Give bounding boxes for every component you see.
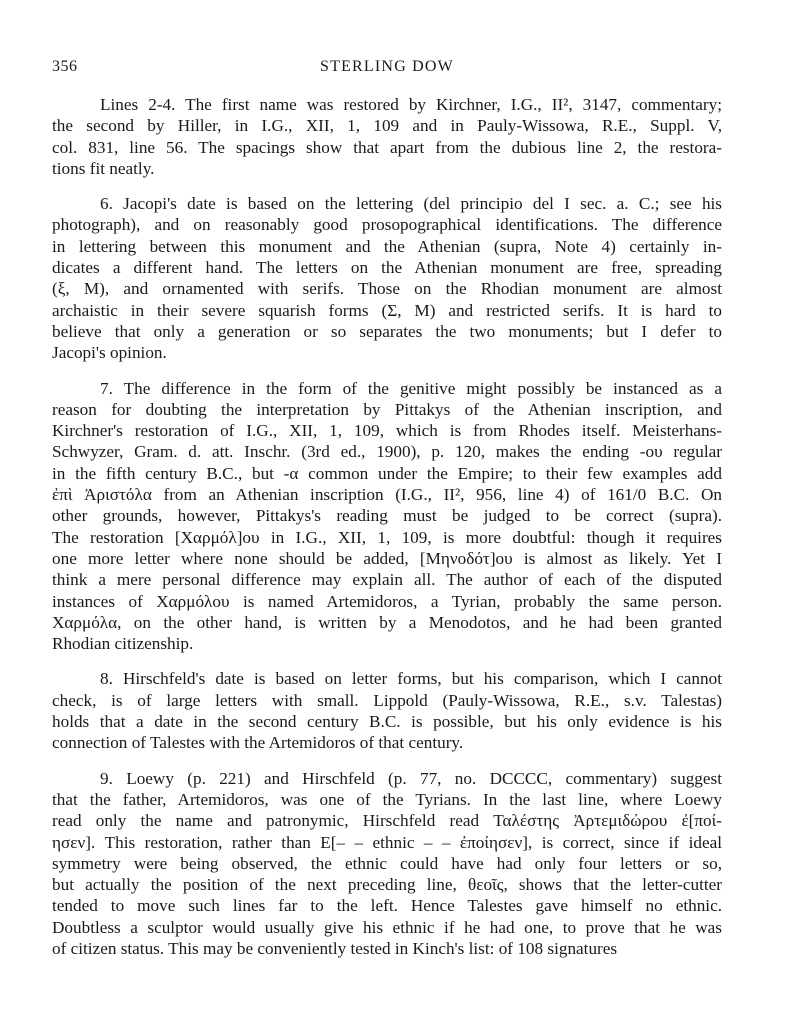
body-text <box>52 94 722 959</box>
page <box>52 58 722 973</box>
text-line: other grounds, however, Pittakys's reading must be judged to be correct (supra). <box>52 506 722 526</box>
text-line: The restoration [Χαρμόλ]ου in I.G., XII, 1, 109, is more doubtful: though it requires <box>52 527 722 547</box>
text-line: that the father, Artemidoros, was one of the Tyrians. In the last line, where Loewy <box>52 789 722 809</box>
text-line: 6. Jacopi's date is based on the lettering (del principio del I sec. a. C.; see his <box>100 194 722 214</box>
text-line: check, is of large letters with small. Lippold (Pauly-Wissowa, R.E., s.v. Talestas) <box>52 690 722 710</box>
paragraph <box>52 193 722 363</box>
text-line: dicates a different hand. The letters on the Athenian monument are free, spreading <box>52 258 722 278</box>
text-line: believe that only a generation or so separates the two monuments; but I defer to <box>52 321 722 341</box>
text-line: Rhodian citizenship. <box>52 634 194 654</box>
text-line: (ξ, Μ), and ornamented with serifs. Those on the Rhodian monument are almost <box>52 279 722 299</box>
text-line: Lines 2-4. The first name was restored by Kirchner, I.G., II², 3147, commentary; <box>100 95 722 114</box>
text-line: reason for doubting the interpretation by Pittakys of the Athenian inscription, and <box>52 399 722 419</box>
text-line: in lettering between this monument and the Athenian (supra, Note 4) certainly in- <box>52 236 722 256</box>
text-line: but actually the position of the next preceding line, θεοῖς, shows that the letter-cutter <box>52 875 722 895</box>
paragraph <box>52 668 722 753</box>
text-line: Schwyzer, Gram. d. att. Inschr. (3rd ed., 1900), p. 120, makes the ending -ου regular <box>52 442 722 462</box>
text-line: of citizen status. This may be conveniently tested in Kinch's list: of 108 signatures <box>52 938 618 958</box>
text-line: Jacopi's opinion. <box>52 343 167 363</box>
text-line: 7. The difference in the form of the genitive might possibly be instanced as a <box>100 378 722 398</box>
text-line: ησεν]. This restoration, rather than Ε[– – ethnic – – ἐποίησεν], is correct, since if ideal <box>52 832 722 852</box>
text-line: Χαρμόλα, on the other hand, is written by a Menodotos, and he had been granted <box>52 612 722 632</box>
text-line: Doubtless a sculptor would usually give his ethnic if he had one, to prove that he was <box>52 917 722 937</box>
text-line: one more letter where none should be added, [Μηνοδότ]ου is almost as likely. Yet I <box>52 548 722 568</box>
text-line: ἐπὶ Ἀριστόλα from an Athenian inscription (I.G., II², 956, line 4) of 161/0 B.C. On <box>52 485 722 505</box>
text-line: symmetry were being observed, the ethnic could have had only four letters or so, <box>52 853 722 873</box>
text-line: the second by Hiller, in I.G., XII, 1, 109 and in Pauly-Wissowa, R.E., Suppl. V, <box>52 116 722 136</box>
text-line: holds that a date in the second century B.C. is possible, but his only evidence is his <box>52 712 722 732</box>
text-line: instances of Χαρμόλου is named Artemidoros, a Tyrian, probably the same person. <box>52 591 722 611</box>
text-line: 9. Loewy (p. 221) and Hirschfeld (p. 77, no. DCCCC, commentary) suggest <box>100 768 722 788</box>
paragraph <box>52 94 722 179</box>
page-number: 356 <box>52 58 78 75</box>
text-line: tended to move such lines far to the left. Hence Talestes gave himself no ethnic. <box>52 896 722 916</box>
paragraph <box>52 768 722 960</box>
text-line: Kirchner's restoration of I.G., XII, 1, 109, which is from Rhodes itself. Meisterhans- <box>52 421 722 441</box>
text-line: 8. Hirschfeld's date is based on letter forms, but his comparison, which I cannot <box>100 669 722 689</box>
running-head <box>52 58 722 84</box>
running-title: STERLING DOW <box>320 58 454 75</box>
text-line: think a mere personal difference may explain all. The author of each of the disputed <box>52 570 722 590</box>
text-line: col. 831, line 56. The spacings show that apart from the dubious line 2, the restora- <box>52 137 722 157</box>
text-line: read only the name and patronymic, Hirschfeld read Ταλέστης Ἀρτεμιδώρου ἐ[ποί- <box>52 811 722 831</box>
text-line: in the fifth century B.C., but -α common under the Empire; to their few examples add <box>52 463 722 483</box>
text-line: connection of Talestes with the Artemidoros of that century. <box>52 733 464 753</box>
text-line: tions fit neatly. <box>52 158 155 178</box>
text-line: archaistic in their severe squarish forms (Σ, Μ) and restricted serifs. It is hard to <box>52 300 722 320</box>
text-line: photograph), and on reasonably good prosopographical identifications. The difference <box>52 215 722 235</box>
paragraph <box>52 378 722 655</box>
